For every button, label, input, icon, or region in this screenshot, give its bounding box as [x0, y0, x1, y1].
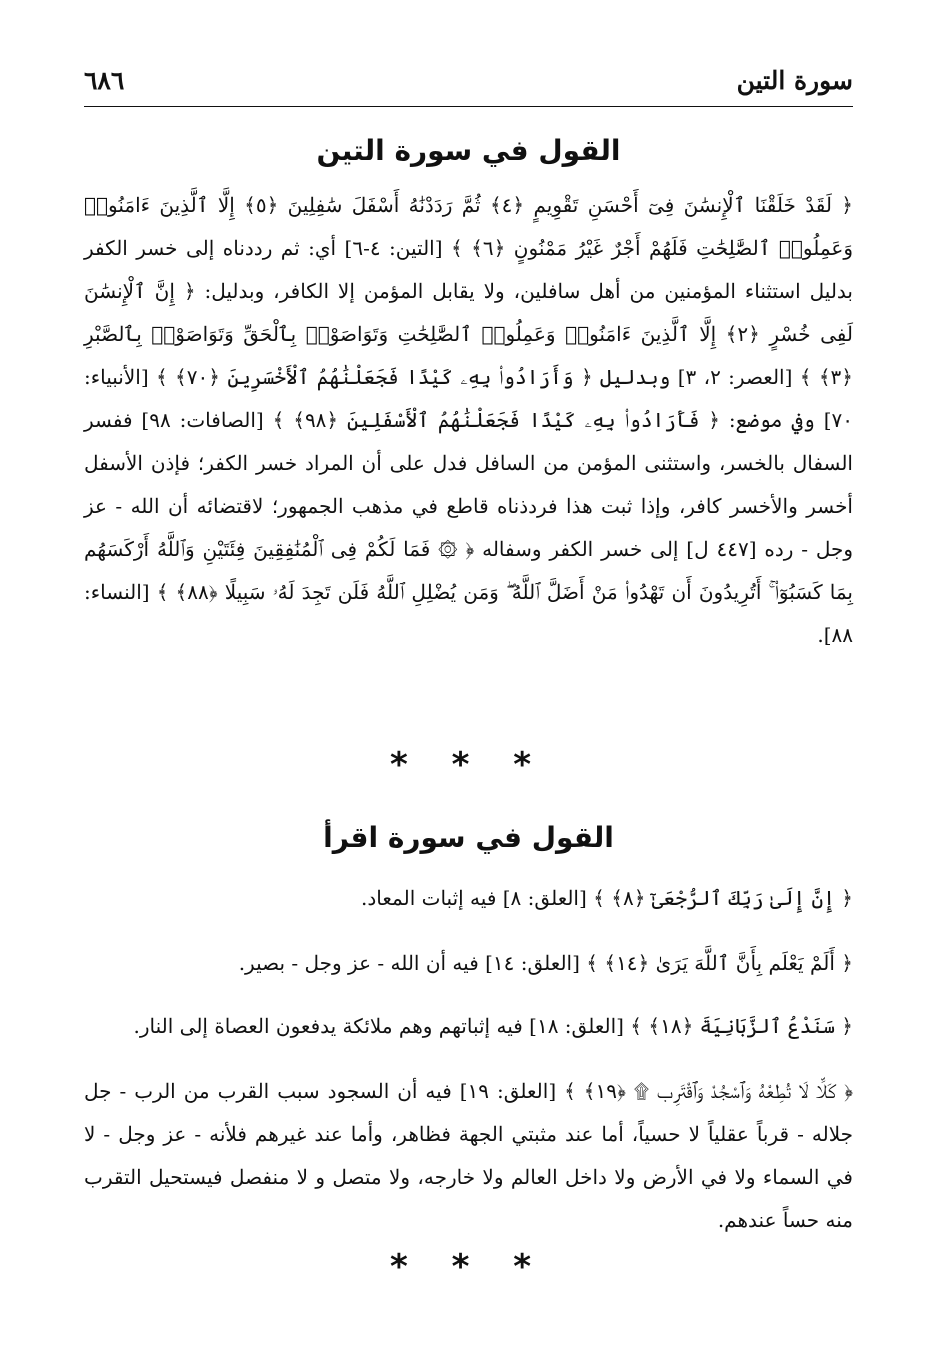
iqra-item-1: ﴿ إِنَّ إِلَىٰ رَبِّكَ ٱلرُّجْعَىٰٓ ﴿٨﴾ ﴾ [العلق: ٨] فيه إثبات المعاد. — [361, 886, 853, 910]
running-title: سورة التين — [736, 65, 853, 95]
section-title-tin: القول في سورة التين — [316, 134, 621, 167]
page-header — [84, 54, 853, 107]
tin-paragraph: ﴿ لَقَدْ خَلَقْنَا ٱلْإِنسَٰنَ فِىٓ أَحْسَنِ تَقْوِيمٍ ﴿٤﴾ ثُمَّ رَدَدْنَٰهُ أَسْفَلَ سَٰفِلِينَ ﴿٥﴾ إِلَّا ٱلَّذِينَ ءَامَنُوا۟ وَعَمِلُوا۟ ٱلصَّٰلِحَٰتِ فَلَهُمْ أَجْرٌ غَيْرُ مَمْنُونٍ ﴿٦﴾ ﴾ [التين: ٤-٦] أي: ثم رددناه إلى خسر الكفر بدليل استثناء المؤمنين من أهل سافلين، ولا يقابل المؤمن إلا الكافر، وبدليل: ﴿ إِنَّ ٱلْإِنسَٰنَ لَفِى خُسْرٍ ﴿٢﴾ إِلَّا ٱلَّذِينَ ءَامَنُوا۟ وَعَمِلُوا۟ ٱلصَّٰلِحَٰتِ وَتَوَاصَوْا۟ بِٱلْحَقِّ وَتَوَاصَوْا۟ بِٱلصَّبْرِ ﴿٣﴾ ﴾ [العصر: ٢، ٣] وبدليل ﴿ وَأَرَادُوا۟ بِهِۦ كَيْدًا فَجَعَلْنَٰهُمُ ٱلْأَخْسَرِينَ ﴿٧٠﴾ ﴾ [الأنبياء: ٧٠] وفي موضع: ﴿ فَأَرَادُوا۟ بِهِۦ كَيْدًا فَجَعَلْنَٰهُمُ ٱلْأَسْفَلِينَ ﴿٩٨﴾ ﴾ [الصافات: ٩٨] ففسر السفال بالخسر، واستثنى المؤمن من السافل فدل على أن المراد خسر الكفر؛ فإذن الأسفل أخسر والأخسر كافر، وإذا ثبت هذا فردذناه قاطع في مذهب الجمهور؛ لاقتضائه أن الله - عز وجل - رده [٤٤٧ ل] إلى خسر الكفر وسفاله ﴿ ۞ فَمَا لَكُمْ فِى ٱلْمُنَٰفِقِينَ فِئَتَيْنِ وَٱللَّهُ أَرْكَسَهُم بِمَا كَسَبُوٓا۟ ۚ أَتُرِيدُونَ أَن تَهْدُوا۟ مَنْ أَضَلَّ ٱللَّهُ ۖ وَمَن يُضْلِلِ ٱللَّهُ فَلَن تَجِدَ لَهُۥ سَبِيلًا ﴿٨٨﴾ ﴾ [النساء: ٨٨]. — [84, 193, 854, 647]
section-title-iqra: القول في سورة اقرأ — [323, 821, 614, 854]
iqra-item-2: ﴿ أَلَمْ يَعْلَم بِأَنَّ ٱللَّهَ يَرَىٰ ﴿١٤﴾ ﴾ [العلق: ١٤] فيه أن الله - عز وجل - بصير. — [238, 951, 853, 975]
page-number: ٦٨٦ — [84, 65, 125, 95]
iqra-item-4: ﴿ كَلَّا لَا تُطِعْهُ وَٱسْجُدْ وَٱقْتَرِب ۩ ﴿١٩﴾ ﴾ [العلق: ١٩] فيه أن السجود سبب القرب من الرب - جل جلاله - قرباً عقلياً لا حسياً، أما عند مثبتي الجهة فظاهر، وأما عند غيرهم فلأنه - عز وجل - لا في السماء ولا في الأرض ولا داخل العالم ولا خارجه، ولا متصل و لا منفصل فيستحيل التقرب منه حساً عندهم. — [84, 1079, 853, 1232]
section-separator: * * * — [389, 745, 547, 785]
iqra-item-3: ﴿ سَنَدْعُ ٱلزَّبَانِيَةَ ﴿١٨﴾ ﴾ [العلق: ١٨] فيه إثباتهم وهم ملائكة يدفعون العصاة إلى النار. — [133, 1014, 853, 1038]
section-separator-end: * * * — [389, 1247, 547, 1287]
